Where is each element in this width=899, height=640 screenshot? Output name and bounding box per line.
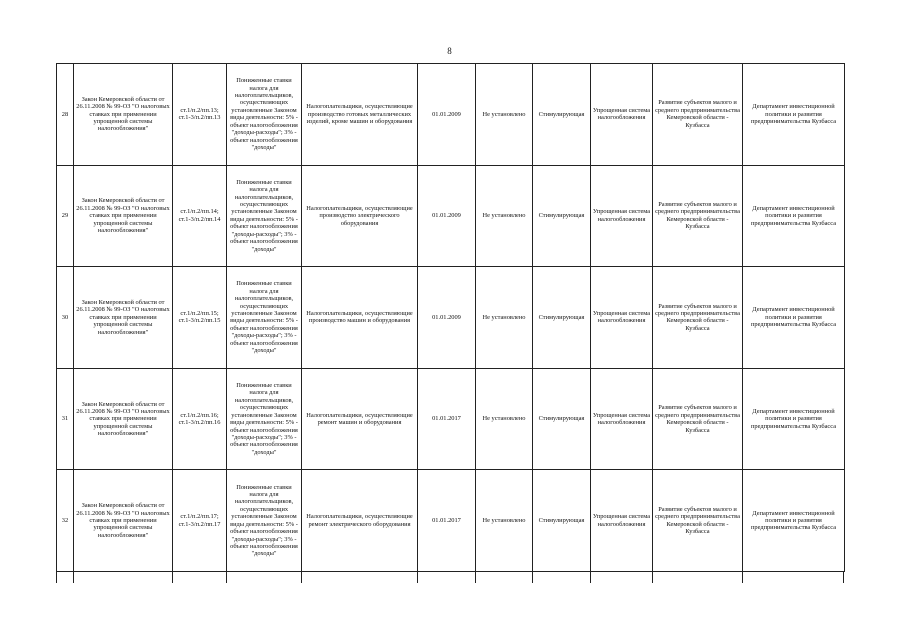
taxpayer-category: Налогоплательщики, осуществляющие ремонт электрического оборудования xyxy=(302,470,418,572)
start-date: 01.01.2009 xyxy=(418,165,476,267)
expenditure-type: Стимулирующая xyxy=(533,368,591,470)
responsible-department: Департамент инвестиционной политики и развития предпринимательства Кузбасса xyxy=(743,165,845,267)
end-date: Не установлено xyxy=(476,368,533,470)
table-row xyxy=(57,368,845,470)
program-goal: Развитие субъектов малого и среднего предпринимательства Кемеровской области - Кузбасса xyxy=(653,64,743,166)
taxpayer-category: Налогоплательщики, осуществляющие производство машин и оборудования xyxy=(302,267,418,369)
program-goal: Развитие субъектов малого и среднего предпринимательства Кемеровской области - Кузбасса xyxy=(653,368,743,470)
end-date: Не установлено xyxy=(476,165,533,267)
row-number: 30 xyxy=(57,267,74,369)
taxpayer-category: Налогоплательщики, осуществляющие производство готовых металлических изделий, кроме машин и оборудования xyxy=(302,64,418,166)
responsible-department: Департамент инвестиционной политики и развития предпринимательства Кузбасса xyxy=(743,267,845,369)
start-date: 01.01.2009 xyxy=(418,267,476,369)
benefit-description: Пониженные ставки налога для налогоплательщиков, осуществляющих установленные Законом виды деятельности: 5% - объект налогообложения "доходы-расходы"; 3% - объект налогообложения "доходы" xyxy=(227,267,302,369)
article-reference: ст.1/п.2/пп.15; ст.1-3/п.2/пп.15 xyxy=(173,267,227,369)
article-reference: ст.1/п.2/пп.17; ст.1-3/п.2/пп.17 xyxy=(173,470,227,572)
table-row xyxy=(57,267,845,369)
program-goal: Развитие субъектов малого и среднего предпринимательства Кемеровской области - Кузбасса xyxy=(653,267,743,369)
end-date: Не установлено xyxy=(476,470,533,572)
law-reference: Закон Кемеровской области от 26.11.2008 № 99-ОЗ "О налоговых ставках при применении упрощенной системы налогообложения" xyxy=(74,64,173,166)
taxpayer-category: Налогоплательщики, осуществляющие производство электрического оборудования xyxy=(302,165,418,267)
benefit-description: Пониженные ставки налога для налогоплательщиков, осуществляющих установленные Законом виды деятельности: 5% - объект налогообложения "доходы-расходы"; 3% - объект налогообложения "доходы" xyxy=(227,368,302,470)
table-row xyxy=(57,64,845,166)
start-date: 01.01.2017 xyxy=(418,368,476,470)
end-date: Не установлено xyxy=(476,267,533,369)
row-number: 31 xyxy=(57,368,74,470)
end-date: Не установлено xyxy=(476,64,533,166)
start-date: 01.01.2009 xyxy=(418,64,476,166)
law-reference: Закон Кемеровской области от 26.11.2008 № 99-ОЗ "О налоговых ставках при применении упрощенной системы налогообложения" xyxy=(74,368,173,470)
page-number: 8 xyxy=(447,46,452,56)
expenditure-type: Стимулирующая xyxy=(533,64,591,166)
tax-regime: Упрощенная система налогообложения xyxy=(591,470,653,572)
start-date: 01.01.2017 xyxy=(418,470,476,572)
row-number: 29 xyxy=(57,165,74,267)
table-row xyxy=(57,165,845,267)
program-goal: Развитие субъектов малого и среднего предпринимательства Кемеровской области - Кузбасса xyxy=(653,165,743,267)
responsible-department: Департамент инвестиционной политики и развития предпринимательства Кузбасса xyxy=(743,64,845,166)
row-number: 32 xyxy=(57,470,74,572)
law-reference: Закон Кемеровской области от 26.11.2008 № 99-ОЗ "О налоговых ставках при применении упрощенной системы налогообложения" xyxy=(74,470,173,572)
row-number: 28 xyxy=(57,64,74,166)
tax-regime: Упрощенная система налогообложения xyxy=(591,267,653,369)
tax-regime: Упрощенная система налогообложения xyxy=(591,165,653,267)
taxpayer-category: Налогоплательщики, осуществляющие ремонт машин и оборудования xyxy=(302,368,418,470)
article-reference: ст.1/п.2/пп.14; ст.1-3/п.2/пп.14 xyxy=(173,165,227,267)
article-reference: ст.1/п.2/пп.13; ст.1-3/п.2/пп.13 xyxy=(173,64,227,166)
law-reference: Закон Кемеровской области от 26.11.2008 № 99-ОЗ "О налоговых ставках при применении упрощенной системы налогообложения" xyxy=(74,165,173,267)
article-reference: ст.1/п.2/пп.16; ст.1-3/п.2/пп.16 xyxy=(173,368,227,470)
law-reference: Закон Кемеровской области от 26.11.2008 № 99-ОЗ "О налоговых ставках при применении упрощенной системы налогообложения" xyxy=(74,267,173,369)
table-continuation xyxy=(56,571,844,583)
responsible-department: Департамент инвестиционной политики и развития предпринимательства Кузбасса xyxy=(743,470,845,572)
expenditure-type: Стимулирующая xyxy=(533,267,591,369)
tax-regime: Упрощенная система налогообложения xyxy=(591,368,653,470)
expenditure-type: Стимулирующая xyxy=(533,470,591,572)
benefit-description: Пониженные ставки налога для налогоплательщиков, осуществляющих установленные Законом виды деятельности: 5% - объект налогообложения "доходы-расходы"; 3% - объект налогообложения "доходы" xyxy=(227,470,302,572)
benefit-description: Пониженные ставки налога для налогоплательщиков, осуществляющих установленные Законом виды деятельности: 5% - объект налогообложения "доходы-расходы"; 3% - объект налогообложения "доходы" xyxy=(227,64,302,166)
tax-benefits-table xyxy=(56,63,845,572)
program-goal: Развитие субъектов малого и среднего предпринимательства Кемеровской области - Кузбасса xyxy=(653,470,743,572)
responsible-department: Департамент инвестиционной политики и развития предпринимательства Кузбасса xyxy=(743,368,845,470)
table-row xyxy=(57,470,845,572)
tax-regime: Упрощенная система налогообложения xyxy=(591,64,653,166)
benefit-description: Пониженные ставки налога для налогоплательщиков, осуществляющих установленные Законом виды деятельности: 5% - объект налогообложения "доходы-расходы"; 3% - объект налогообложения "доходы" xyxy=(227,165,302,267)
expenditure-type: Стимулирующая xyxy=(533,165,591,267)
